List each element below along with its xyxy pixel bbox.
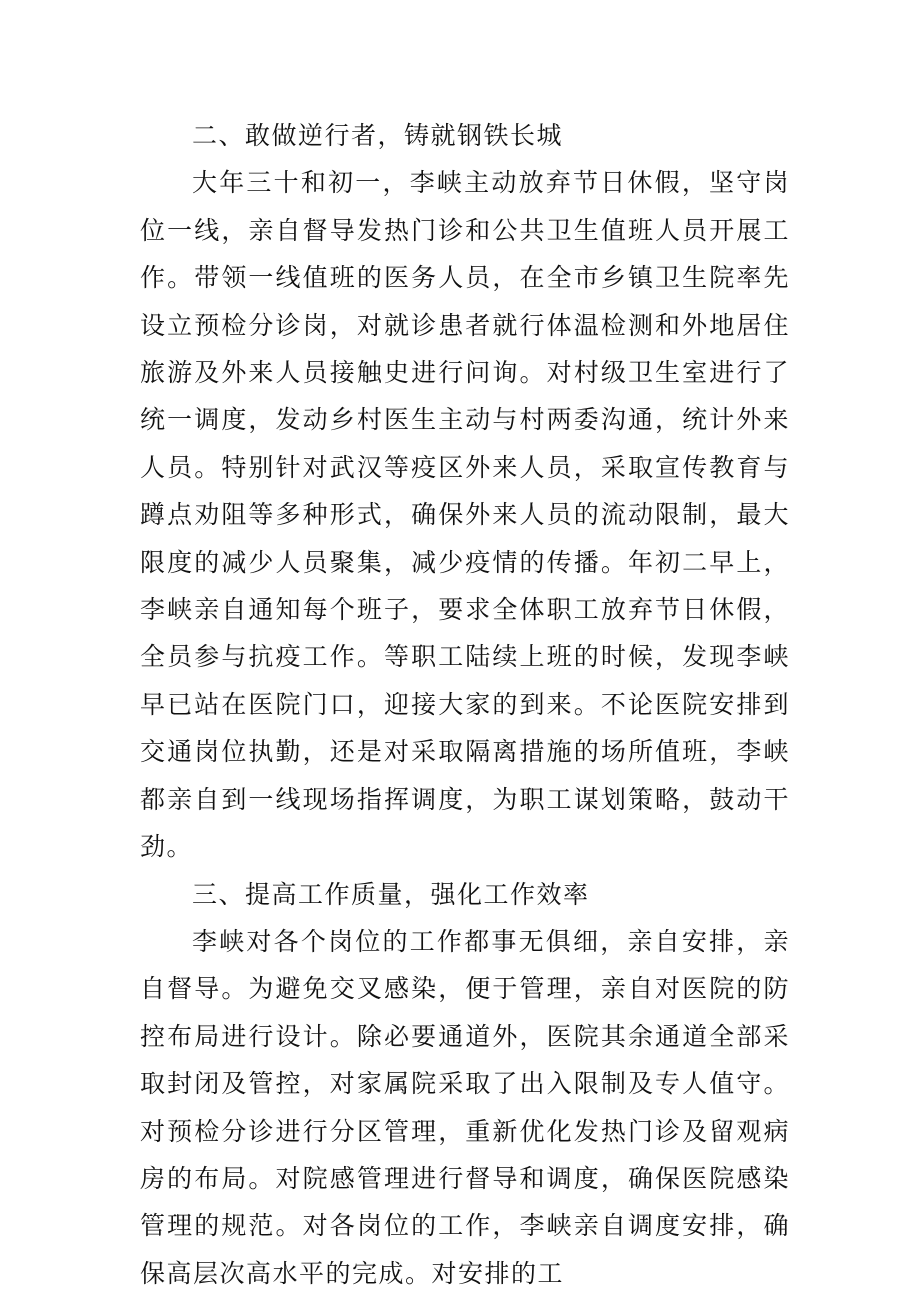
paragraph-section-3: 李峡对各个岗位的工作都事无俱细，亲自安排，亲自督导。为避免交叉感染，便于管理，亲自对医院的防控布局进行设计。除必要通道外，医院其余通道全部采取封闭及管控，对家属院采取了出入限制及专人值守。对预检分诊进行分区管理，重新优化发热门诊及留观病房的布局。对院感管理进行督导和调度，确保医院感染管理的规范。对各岗位的工作，李峡亲自调度安排，确保高层次高水平的完成。对安排的工 [140,926,790,1288]
section-heading-2: 二、敢做逆行者，铸就钢铁长城 [192,121,564,150]
section-heading-3: 三、提高工作质量，强化工作效率 [192,879,590,909]
document-body [140,112,790,1297]
paragraph-section-2: 大年三十和初一，李峡主动放弃节日休假，坚守岗位一线，亲自督导发热门诊和公共卫生值班人员开展工作。带领一线值班的医务人员，在全市乡镇卫生院率先设立预检分诊岗，对就诊患者就行体温检测和外地居住旅游及外来人员接触史进行问询。对村级卫生室进行了统一调度，发动乡村医生主动与村两委沟通，统计外来人员。特别针对武汉等疫区外来人员，采取宣传教育与蹲点劝阻等多种形式，确保外来人员的流动限制，最大限度的减少人员聚集，减少疫情的传播。年初二早上，李峡亲自通知每个班子，要求全体职工放弃节日休假，全员参与抗疫工作。等职工陆续上班的时候，发现李峡早已站在医院门口，迎接大家的到来。不论医院安排到交通岗位执勤，还是对采取隔离措施的场所值班，李峡都亲自到一线现场指挥调度，为职工谋划策略，鼓动干劲。 [140,168,790,862]
